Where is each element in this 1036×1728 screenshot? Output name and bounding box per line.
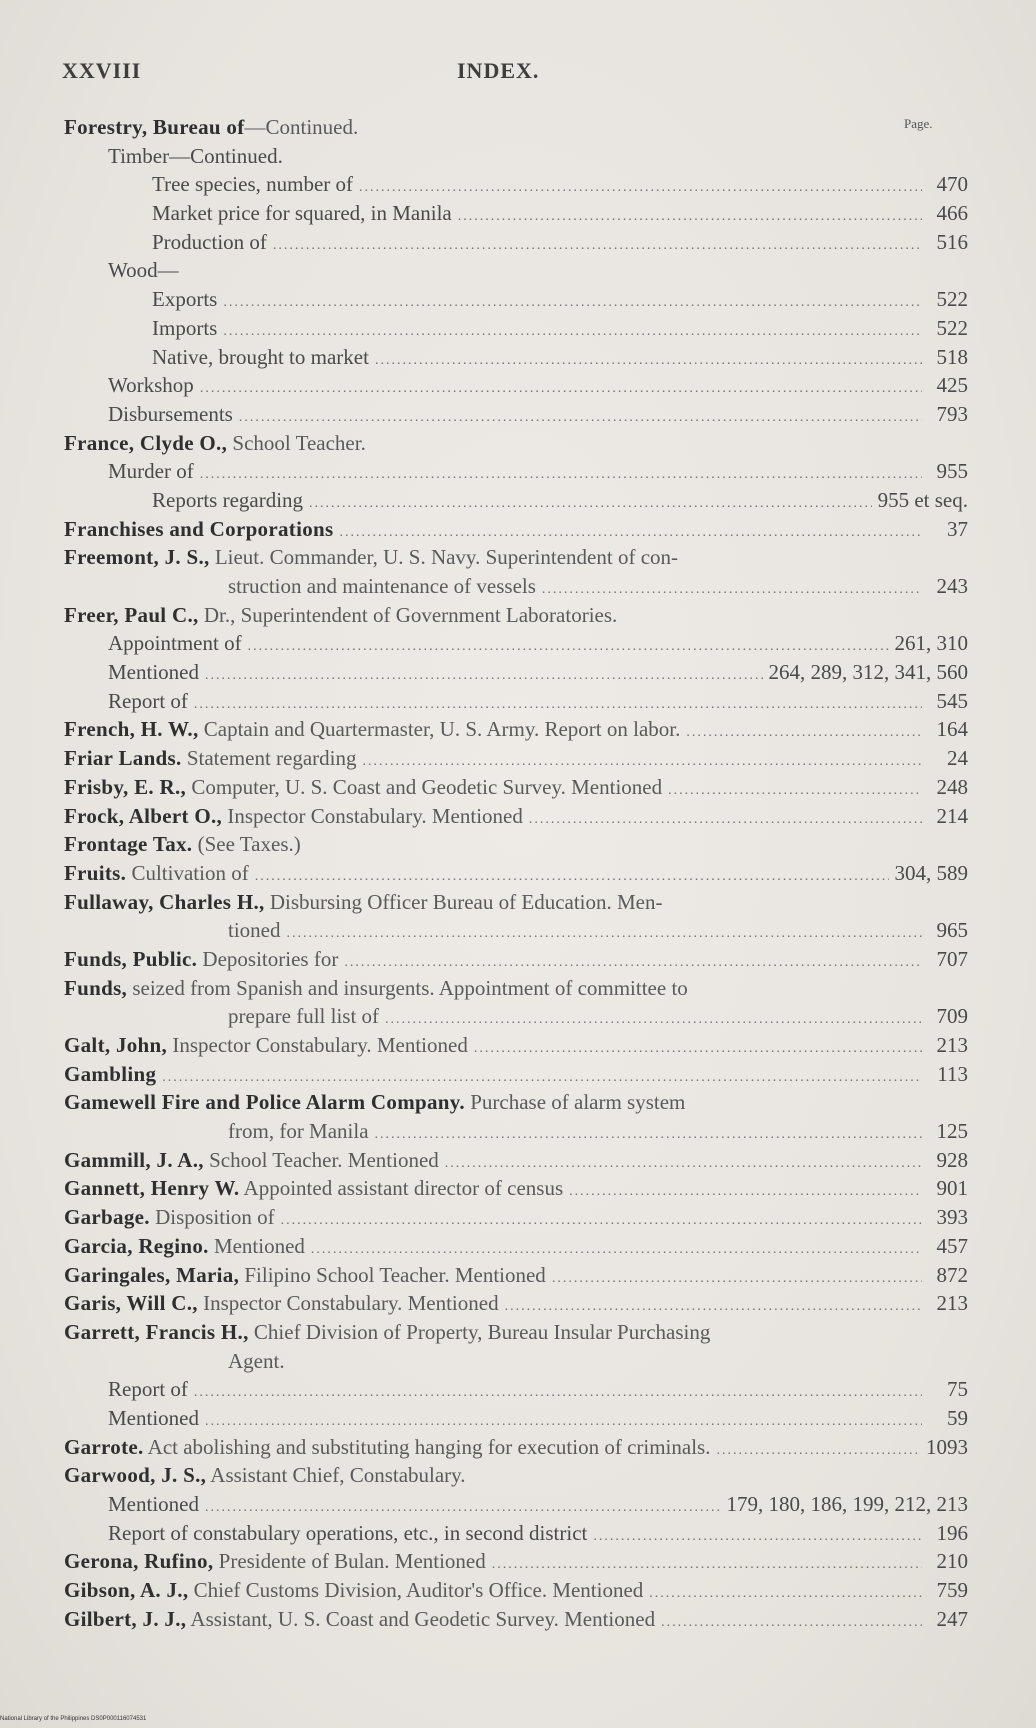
entry-text (64, 1576, 643, 1605)
entry-text (64, 1547, 486, 1576)
entry-continuation: prepare full list of (228, 1004, 380, 1029)
index-line (58, 371, 968, 400)
index-line (58, 1088, 968, 1117)
page-reference: 466 (936, 201, 968, 226)
entry-description: Computer, U. S. Coast and Geodetic Survey. Mentioned (186, 774, 663, 799)
page-reference: 113 (937, 1061, 968, 1086)
entry-description: Assistant, U. S. Coast and Geodetic Survey. Mentioned (186, 1606, 656, 1631)
entry-text (64, 1088, 685, 1117)
entry-description: Chief Division of Property, Bureau Insular Purchasing (248, 1319, 711, 1344)
entry-heading: Friar Lands. (64, 746, 182, 771)
index-line (58, 830, 968, 859)
page-reference: 872 (936, 1262, 968, 1287)
page-reference: 247 (936, 1606, 968, 1631)
entry-text (108, 142, 283, 171)
page-reference: 1093 (926, 1434, 968, 1459)
index-line (58, 1261, 968, 1290)
entry-continuation: tioned (228, 918, 281, 943)
entry-heading: Gambling (64, 1061, 157, 1086)
index-line (58, 515, 968, 544)
entry-subheading: Wood— (108, 258, 179, 283)
entry-text (108, 1490, 199, 1519)
entry-text (64, 1318, 710, 1347)
index-line (58, 1547, 968, 1576)
entry-text (64, 1433, 710, 1462)
index-line (58, 1490, 968, 1519)
index-line (58, 199, 968, 228)
entry-heading: Gamewell Fire and Police Alarm Company. (64, 1090, 465, 1115)
index-line (58, 429, 968, 458)
entry-text (64, 1261, 546, 1290)
page-reference: 210 (936, 1549, 968, 1574)
page-reference: 24 (947, 746, 968, 771)
entry-text (64, 515, 333, 544)
page-reference: 425 (936, 373, 968, 398)
entry-heading: Franchises and Corporations (64, 516, 334, 541)
page-reference: 264, 289, 312, 341, 560 (768, 660, 968, 685)
entry-heading: Gilbert, J. J., (64, 1606, 187, 1631)
index-line (58, 1232, 968, 1261)
entry-text (64, 543, 678, 572)
index-line (58, 457, 968, 486)
entry-description: Cultivation of (126, 860, 249, 885)
entry-subsubheading: Market price for squared, in Manila (152, 201, 452, 226)
entry-description: Mentioned (208, 1233, 305, 1258)
entry-heading: Garwood, J. S., (64, 1463, 207, 1488)
page-reference: 304, 589 (894, 860, 968, 885)
entry-heading: Funds, Public. (64, 946, 198, 971)
index-line (58, 888, 968, 917)
entry-description: Inspector Constabulary. Mentioned (197, 1291, 499, 1316)
index-line (58, 601, 968, 630)
entry-text (152, 199, 452, 228)
entry-heading: Garrett, Francis H., (64, 1319, 249, 1344)
index-line (58, 1289, 968, 1318)
entry-heading: Frontage Tax. (64, 832, 193, 857)
page-number: XXVIII (62, 58, 142, 83)
page-reference: 196 (936, 1520, 968, 1545)
page-reference: 901 (936, 1176, 968, 1201)
entry-subheading: Mentioned (108, 660, 199, 685)
entry-heading: Frock, Albert O., (64, 803, 223, 828)
entry-continuation: Agent. (228, 1348, 285, 1373)
index-line (58, 859, 968, 888)
entry-description: School Teacher. Mentioned (203, 1147, 439, 1172)
page-column-label: Page. (904, 116, 933, 131)
entry-text (108, 400, 233, 429)
entry-description: Assistant Chief, Constabulary. (206, 1463, 466, 1488)
entry-description: Statement regarding (181, 746, 357, 771)
entry-text (64, 715, 680, 744)
entry-text (108, 1404, 199, 1433)
entry-subsubheading: Production of (152, 229, 267, 254)
index-line (58, 572, 968, 601)
index-line (58, 715, 968, 744)
index-line (58, 1375, 968, 1404)
entry-text (152, 343, 369, 372)
page-reference: 707 (936, 946, 968, 971)
entry-description: seized from Spanish and insurgents. Appointment of committee to (127, 975, 688, 1000)
entry-description: Inspector Constabulary. Mentioned (167, 1033, 468, 1057)
page-reference: 955 (936, 459, 968, 484)
page-reference: 518 (936, 344, 968, 369)
page-reference: 928 (936, 1147, 968, 1172)
entry-text (108, 1519, 587, 1548)
entry-text (64, 1605, 655, 1634)
entry-heading: Fullaway, Charles H., (64, 889, 265, 914)
entry-heading: Frisby, E. R., (64, 774, 187, 799)
index-line (58, 1519, 968, 1548)
index-line (58, 256, 968, 285)
entry-text (64, 859, 249, 888)
index-entries (58, 113, 968, 1633)
entry-text (152, 486, 303, 515)
entry-description: Lieut. Commander, U. S. Navy. Superintendent of con- (209, 545, 679, 570)
page-reference: 759 (936, 1578, 968, 1603)
entry-text (64, 429, 366, 458)
index-line (58, 687, 968, 716)
entry-text (64, 974, 688, 1003)
index-line (58, 543, 968, 572)
page-reference: 709 (936, 1004, 968, 1029)
entry-subheading: Report of constabulary operations, etc., in second district (108, 1520, 588, 1545)
entry-text (64, 1060, 156, 1089)
index-line (58, 629, 968, 658)
index-line (58, 744, 968, 773)
entry-heading: Freer, Paul C., (64, 602, 199, 627)
page-reference: 793 (936, 401, 968, 426)
entry-subheading: Appointment of (108, 631, 242, 656)
index-line (58, 1318, 968, 1347)
page-reference: 545 (936, 688, 968, 713)
entry-text (64, 773, 662, 802)
entry-subsubheading: Reports regarding (152, 487, 304, 512)
entry-description: Presidente of Bulan. Mentioned (213, 1549, 486, 1574)
page-reference: 213 (936, 1033, 968, 1057)
entry-text (64, 888, 663, 917)
index-line (58, 658, 968, 687)
entry-subsubheading: Tree species, number of (152, 172, 354, 197)
entry-description: Disbursing Officer Bureau of Education. Men- (264, 889, 663, 914)
entry-text (228, 572, 536, 601)
entry-text (228, 916, 281, 945)
entry-text (108, 1375, 188, 1404)
entry-text (152, 170, 353, 199)
entry-heading: Funds, (64, 975, 128, 1000)
entry-description: Inspector Constabulary. Mentioned (222, 803, 523, 828)
page-reference: 516 (936, 229, 968, 254)
entry-text (64, 945, 338, 974)
index-line (58, 1203, 968, 1232)
entry-heading: Garis, Will C., (64, 1291, 198, 1316)
entry-subsubheading: Exports (152, 287, 218, 312)
page-reference: 522 (936, 315, 968, 340)
entry-description: Purchase of alarm system (464, 1090, 686, 1115)
entry-heading: Gibson, A. J., (64, 1578, 189, 1603)
entry-continuation: from, for Manila (228, 1119, 369, 1144)
entry-subheading: Report of (108, 1377, 188, 1402)
page-reference: 59 (947, 1405, 968, 1430)
entry-heading: Garingales, Maria, (64, 1262, 240, 1287)
entry-continuation: struction and maintenance of vessels (228, 574, 536, 598)
entry-text (228, 1117, 369, 1146)
index-line (58, 1347, 968, 1376)
entry-text (64, 1232, 305, 1261)
dot-leader (661, 1609, 922, 1638)
page-reference: 470 (936, 172, 968, 197)
index-line (58, 1031, 968, 1060)
entry-heading: Gammill, J. A., (64, 1147, 204, 1172)
entry-subheading: Workshop (108, 373, 194, 398)
page-reference: 393 (936, 1205, 968, 1230)
page-reference: 955 et seq. (877, 487, 968, 512)
index-line (58, 945, 968, 974)
entry-text (108, 687, 188, 716)
index-line (58, 285, 968, 314)
index-line (58, 1404, 968, 1433)
index-line (58, 170, 968, 199)
entry-description: —Continued. (244, 115, 359, 139)
entry-text (64, 744, 357, 773)
entry-text (108, 629, 242, 658)
entry-subheading: Mentioned (108, 1405, 199, 1430)
entry-heading: France, Clyde O., (64, 430, 228, 455)
index-line (58, 142, 968, 171)
entry-text (64, 830, 301, 859)
entry-text (152, 285, 217, 314)
index-line (58, 802, 968, 831)
entry-text (64, 1203, 275, 1232)
entry-heading: Fruits. (64, 860, 127, 885)
page-reference: 179, 180, 186, 199, 212, 213 (726, 1492, 968, 1516)
entry-heading: Garcia, Regino. (64, 1233, 209, 1258)
entry-subsubheading: Native, brought to market (152, 344, 369, 369)
page-reference: 37 (947, 516, 968, 541)
entry-text (64, 1461, 466, 1490)
index-line (58, 1576, 968, 1605)
index-line (58, 1461, 968, 1490)
page-reference: 522 (936, 287, 968, 312)
entry-text (228, 1347, 285, 1376)
entry-text (64, 1174, 563, 1203)
entry-heading: French, H. W., (64, 717, 199, 742)
page-reference: 261, 310 (894, 631, 968, 656)
page-reference: 125 (936, 1119, 968, 1144)
index-line (58, 916, 968, 945)
entry-text (152, 314, 217, 343)
entry-text (108, 658, 199, 687)
entry-description: Captain and Quartermaster, U. S. Army. Report on labor. (198, 717, 681, 742)
index-line (58, 228, 968, 257)
entry-text (64, 601, 617, 630)
index-line (58, 1433, 968, 1462)
entry-text (152, 228, 267, 257)
page-reference: 213 (936, 1291, 968, 1316)
index-line (58, 1002, 968, 1031)
index-line (58, 1605, 968, 1634)
entry-subheading: Report of (108, 688, 188, 713)
entry-subheading: Disbursements (108, 401, 233, 426)
footer-credit: National Library of the Philippines DS0P000116074531 (0, 1716, 147, 1722)
index-line (58, 974, 968, 1003)
entry-description: School Teacher. (227, 430, 366, 455)
entry-text (64, 802, 523, 831)
entry-text (228, 1002, 379, 1031)
index-line (58, 1174, 968, 1203)
entry-subheading: Murder of (108, 459, 194, 484)
entry-subheading: Mentioned (108, 1492, 199, 1516)
entry-heading: Garbage. (64, 1205, 150, 1230)
entry-subheading: Timber—Continued. (108, 143, 283, 168)
entry-heading: Gannett, Henry W. (64, 1176, 240, 1201)
entry-description: Depositories for (197, 946, 339, 971)
index-line (58, 314, 968, 343)
entry-heading: Forestry, Bureau of (64, 115, 245, 139)
page-reference: 965 (936, 918, 968, 943)
page-reference: 457 (936, 1233, 968, 1258)
index-line (58, 773, 968, 802)
page-reference: 243 (936, 574, 968, 598)
index-line (58, 1060, 968, 1089)
entry-text (64, 1146, 439, 1175)
entry-heading: Gerona, Rufino, (64, 1549, 214, 1574)
page-title: INDEX. (457, 58, 540, 83)
index-line (58, 1146, 968, 1175)
index-line (58, 486, 968, 515)
entry-description: Act abolishing and substituting hanging for execution of criminals. (143, 1434, 711, 1459)
page-reference: 248 (936, 774, 968, 799)
index-line (58, 113, 968, 142)
index-line (58, 1117, 968, 1146)
page-reference: 164 (936, 717, 968, 742)
page-reference: 214 (936, 803, 968, 828)
entry-text (64, 1289, 499, 1318)
entry-text (64, 1031, 468, 1060)
entry-text (108, 256, 179, 285)
entry-subsubheading: Imports (152, 315, 218, 340)
entry-description: Disposition of (149, 1205, 275, 1230)
entry-description: Filipino School Teacher. Mentioned (239, 1262, 546, 1287)
entry-text (64, 113, 358, 142)
entry-description: Chief Customs Division, Auditor's Office. Mentioned (188, 1578, 644, 1603)
entry-heading: Garrote. (64, 1434, 144, 1459)
entry-text (108, 371, 194, 400)
index-line (58, 343, 968, 372)
page-reference: 75 (947, 1377, 968, 1402)
entry-description: (See Taxes.) (192, 832, 301, 857)
entry-description: Appointed assistant director of census (239, 1176, 564, 1201)
entry-description: Dr., Superintendent of Government Laboratories. (198, 602, 618, 627)
entry-text (108, 457, 194, 486)
entry-heading: Galt, John, (64, 1033, 168, 1057)
index-line (58, 400, 968, 429)
entry-heading: Freemont, J. S., (64, 545, 210, 570)
